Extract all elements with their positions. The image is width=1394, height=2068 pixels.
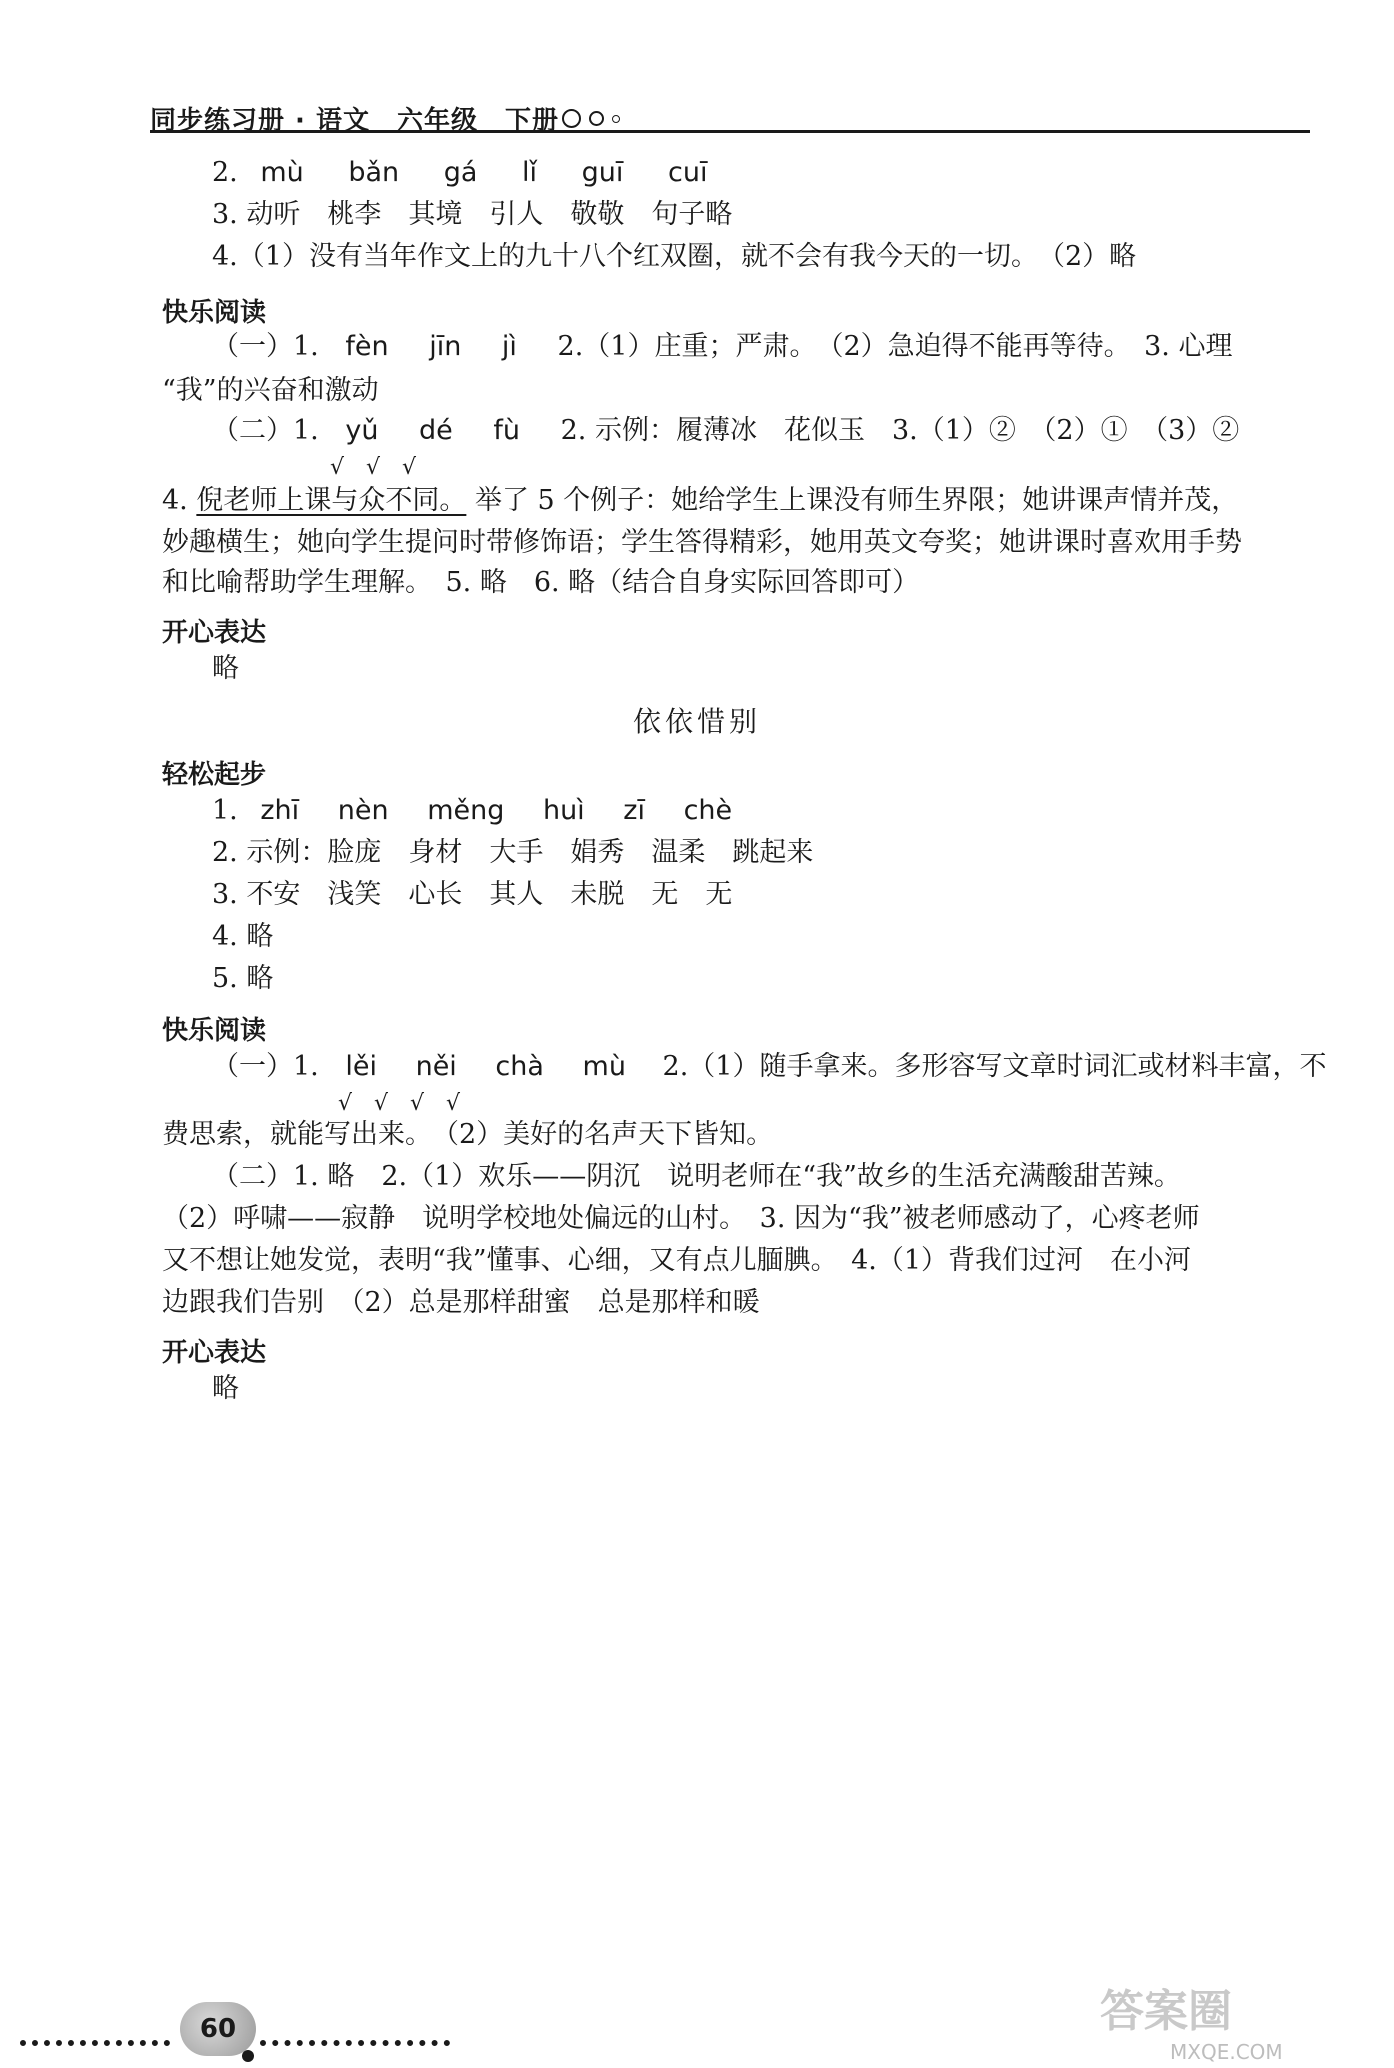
lesson-title: 依依惜别: [632, 705, 761, 738]
answer-line: 费思索，就能写出来。 （2）美好的名声天下皆知。: [162, 1119, 774, 1150]
answer-line: “我”的兴奋和激动: [162, 375, 379, 406]
section-heading: 轻松起步: [162, 760, 267, 790]
checkmarks: √ √ √: [330, 455, 417, 480]
answer-line: （一）1. fèn jīn jì 2.（1）庄重；严肃。 （2）急迫得不能再等待。 3. 心理: [212, 331, 1233, 362]
answer-line: （二）1. 略 2.（1）欢乐——阴沉 说明老师在“我”故乡的生活充满酸甜苦辣。: [212, 1161, 1181, 1192]
page-footer: [20, 2014, 440, 2060]
circle-icon: [589, 111, 604, 126]
section-heading: 开心表达: [162, 1338, 267, 1368]
answer-line: 1. zhī nèn měng huì zī chè: [212, 795, 733, 826]
dotted-rule: [20, 2040, 170, 2046]
checkmarks: √ √ √ √: [338, 1091, 461, 1116]
answer-line: 和比喻帮助学生理解。 5. 略 6. 略（结合自身实际回答即可）: [162, 567, 920, 598]
dotted-rule: [260, 2040, 450, 2046]
answer-line: （二）1. yǔ dé fù 2. 示例：履薄冰 花似玉 3.（1）② （2）① （3）②: [212, 415, 1240, 446]
watermark-url: MXQE.COM: [1170, 2040, 1283, 2064]
answer-line: 又不想让她发觉，表明“我”懂事、心细，又有点儿腼腆。 4.（1）背我们过河 在小河: [162, 1245, 1192, 1276]
watermark-logo: 答案圈: [1100, 1986, 1232, 2037]
answer-line: 4. 倪老师上课与众不同。 举了 5 个例子：她给学生上课没有师生界限；她讲课声情并茂，: [162, 485, 1239, 516]
answer-line: 略: [212, 653, 239, 684]
underlined-text: 倪老师上课与众不同。: [196, 485, 467, 516]
answer-line: （一）1. lěi něi chà mù 2.（1）随手拿来。多形容写文章时词汇或材料丰富，不: [212, 1051, 1327, 1082]
header-decoration: [562, 109, 620, 128]
answer-line: 4.（1）没有当年作文上的九十八个红双圈，就不会有我今天的一切。 （2）略: [212, 241, 1137, 272]
answer-line: 3. 不安 浅笑 心长 其人 未脱 无 无: [212, 879, 733, 910]
circle-icon: [562, 109, 581, 128]
answer-line: 妙趣横生；她向学生提问时带修饰语；学生答得精彩，她用英文夸奖；她讲课时喜欢用手势: [162, 527, 1242, 558]
book-title: 同步练习册 · 语文 六年级 下册: [150, 106, 559, 136]
section-heading: 快乐阅读: [162, 1016, 267, 1046]
answer-line: （2）呼啸——寂静 说明学校地处偏远的山村。 3. 因为“我”被老师感动了，心疼老师: [162, 1203, 1200, 1234]
page-header: [150, 100, 1310, 136]
answer-line: 2. mù bǎn gá lǐ guī cuī: [212, 157, 708, 188]
answer-line: 5. 略: [212, 963, 274, 994]
answer-line: 2. 示例：脸庞 身材 大手 娟秀 温柔 跳起来: [212, 837, 814, 868]
circle-icon: [612, 115, 620, 123]
answer-line: 边跟我们告别 （2）总是那样甜蜜 总是那样和暖: [162, 1287, 760, 1318]
page-number: 60: [199, 2014, 237, 2044]
answer-line: 略: [212, 1373, 239, 1404]
section-heading: 开心表达: [162, 618, 267, 648]
dot-icon: [242, 2050, 254, 2062]
answer-line: 3. 动听 桃李 其境 引人 敬敬 句子略: [212, 199, 733, 230]
answer-line: 4. 略: [212, 921, 274, 952]
section-heading: 快乐阅读: [162, 298, 267, 328]
page-number-badge: [180, 2002, 256, 2056]
